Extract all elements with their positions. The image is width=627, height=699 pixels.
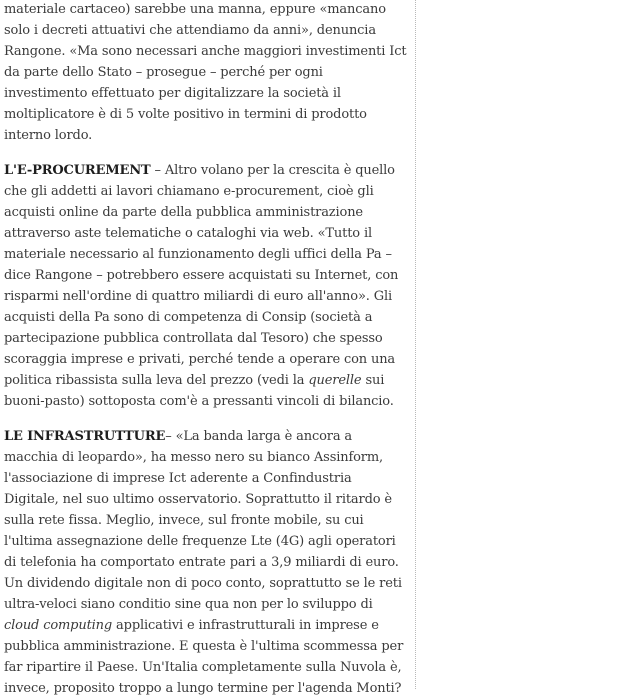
article-body (4, 0, 408, 699)
article-paragraph-infrastrutture (4, 426, 408, 699)
italic-term: cloud computing (4, 618, 113, 633)
paragraph-text: applicativi e infrastrutturali in imprese e pubblica amministrazione. E questa è l'ultima scommessa per far ripartire il Paese. Un'Italia completamente sulla Nuvola è, invece, proposito troppo a lungo termine per l'agenda Monti? (4, 618, 404, 696)
section-heading-e-procurement: L'E-PROCUREMENT (4, 163, 151, 178)
paragraph-text: – «La banda larga è ancora a macchia di leopardo», ha messo nero su bianco Assinform, l'associazione di imprese Ict aderente a Confindustria Digitale, nel suo ultimo osservatorio. Soprattutto il ritardo è sulla rete fissa. Meglio, invece, sul fronte mobile, su cui l'ultima assegnazione delle frequenze Lte (4G) agli operatori di telefonia ha comportato entrate pari a 3,9 miliardi di euro. Un dividendo digitale non di poco conto, soprattutto se le reti ultra-veloci siano conditio sine qua non per lo sviluppo di (4, 429, 402, 612)
column-divider (415, 0, 416, 689)
paragraph-text: – Altro volano per la crescita è quello che gli addetti ai lavori chiamano e-procurement, cioè gli acquisti online da parte della pubblica amministrazione attraverso aste telematiche o cataloghi via web. «Tutto il materiale necessario al funzionamento degli uffici della Pa – dice Rangone – potrebbero essere acquistati su Internet, con risparmi nell'ordine di quattro miliardi di euro all'anno». Gli acquisti della Pa sono di competenza di Consip (società a partecipazione pubblica controllata dal Tesoro) che spesso scoraggia imprese e privati, perché tende a operare con una politica ribassista sulla leva del prezzo (vedi la (4, 163, 399, 388)
paragraph-text: materiale cartaceo) sarebbe una manna, eppure «mancano solo i decreti attuativi che attendiamo da anni», denuncia Rangone. «Ma sono necessari anche maggiori investimenti Ict da parte dello Stato – prosegue – perché per ogni investimento effettuato per digitalizzare la società il moltiplicatore è di 5 volte positivo in termini di prodotto interno lordo. (4, 2, 407, 143)
paragraph-text: sui buoni-pasto) sottoposta com'è a pressanti vincoli di bilancio. (4, 373, 394, 409)
section-heading-infrastrutture: LE INFRASTRUTTURE (4, 429, 166, 444)
article-paragraph-e-procurement (4, 160, 408, 412)
italic-term: querelle (308, 373, 362, 388)
article-paragraph-intro (4, 0, 408, 146)
